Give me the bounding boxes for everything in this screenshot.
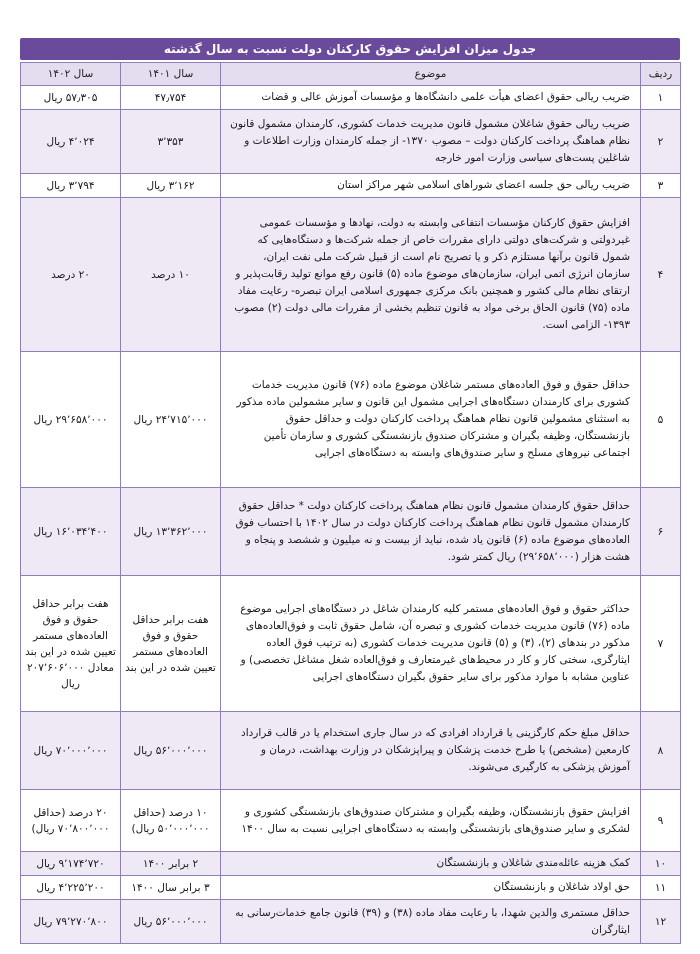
row-number: ۱ xyxy=(641,86,681,110)
row-value-1401: ۵۶٬۰۰۰٬۰۰۰ ریال xyxy=(121,712,221,790)
row-subject: افزایش حقوق کارکنان مؤسسات انتفاعی وابسته به دولت، نهادها و مؤسسات عمومی غیردولتی و شرکت‌های دولتی دارای مقررات خاص از جمله شرکت‌ها و دستگاه‌هایی که شمول قانون برآنها مستلزم ذکر و یا تصریح نام است از قبیل شرکت ملی نفت ایران، سازمان انرژی اتمی ایران، سازمان‌های موضوع ماده (۵) قانون رفع موانع تولید رقابت‌پذیر و ارتقای نظام مالی کشور و همچنین بانک مرکزی جمهوری اسلامی ایران تبصره- رعایت مفاد ماده (۷۵) قانون الحاق برخی مواد به قانون تنظیم بخشی از مقررات مالی دولت (۲) مصوب ۱۳۹۳- الزامی است. xyxy=(221,198,641,352)
row-value-1401: ۴۷٫۷۵۴ xyxy=(121,86,221,110)
row-subject: حداقل مستمری والدین شهدا، با رعایت مفاد ماده (۳۸) و (۳۹) قانون جامع خدمات‌رسانی به ایثارگران xyxy=(221,900,641,944)
row-number: ۸ xyxy=(641,712,681,790)
row-subject: ضریب ریالی حقوق اعضای هیأت علمی دانشگاه‌ها و مؤسسات آموزش عالی و قضات xyxy=(221,86,641,110)
table-row xyxy=(21,712,681,790)
row-number: ۷ xyxy=(641,576,681,712)
table-row xyxy=(21,174,681,198)
table-row xyxy=(21,198,681,352)
row-number: ۶ xyxy=(641,488,681,576)
table-row xyxy=(21,86,681,110)
row-subject: افزایش حقوق بازنشستگان، وظیفه بگیران و مشترکان صندوق‌های بازنشستگی کشوری و لشکری و سایر صندوق‌های بازنشستگی وابسته به دستگاه‌های اجرایی نسبت به سال ۱۴۰۰ xyxy=(221,790,641,852)
row-number: ۱۲ xyxy=(641,900,681,944)
table-row xyxy=(21,110,681,174)
row-subject: ضریب ریالی حق جلسه اعضای شوراهای اسلامی شهر مراکز استان xyxy=(221,174,641,198)
row-value-1402: ۱۶٬۰۳۴٬۴۰۰ ریال xyxy=(21,488,121,576)
table-row xyxy=(21,852,681,876)
salary-increase-table xyxy=(20,62,681,944)
row-value-1401: ۳ برابر سال ۱۴۰۰ xyxy=(121,876,221,900)
row-subject: حداقل حقوق کارمندان مشمول قانون نظام هماهنگ پرداخت کارکنان دولت * حداقل حقوق کارمندان مشمول قانون نظام هماهنگ پرداخت کارکنان دولت در سال ۱۴۰۲ با احتساب فوق العاده‌های موضوع ماده (۶) قانون یاد شده، نباید از بیست و نه میلیون و ششصد و پنجاه و هشت هزار (۲۹٬۶۵۸٬۰۰۰) ریال کمتر شود. xyxy=(221,488,641,576)
row-value-1402: ۴٬۲۲۵٬۲۰۰ ریال xyxy=(21,876,121,900)
row-value-1401: ۲ برابر ۱۴۰۰ xyxy=(121,852,221,876)
row-subject: حداقل مبلغ حکم کارگزینی یا قرارداد افرادی که در سال جاری استخدام یا در قالب قرارداد کارمعین (مشخص) یا طرح خدمت پزشکان و پیراپزشکان در وزارت بهداشت، درمان و آموزش پزشکی به کارگیری می‌شوند. xyxy=(221,712,641,790)
row-number: ۲ xyxy=(641,110,681,174)
header-year-1402: سال ۱۴۰۲ xyxy=(21,63,121,86)
row-number: ۹ xyxy=(641,790,681,852)
table-row xyxy=(21,352,681,488)
row-subject: حداقل حقوق و فوق العاده‌های مستمر شاغلان موضوع ماده (۷۶) قانون مدیریت خدمات کشوری برای کارمندان دستگاه‌های اجرایی مشمول این قانون و سایر مشمولین ماده مذکور به استثنای مشمولین قانون نظام هماهنگ پرداخت کارکنان دولت و حداقل حقوق بازنشستگان، وظیفه بگیران و مشترکان صندوق بازنشستگی کشوری و سازمان تأمین اجتماعی نیروهای مسلح و سایر صندوق‌های وابسته به دستگاه‌های اجرایی xyxy=(221,352,641,488)
row-value-1401: ۱۰ درصد (حداقل ۵۰٬۰۰۰٬۰۰۰ ریال) xyxy=(121,790,221,852)
row-subject: حداکثر حقوق و فوق العاده‌های مستمر کلیه کارمندان شاغل در دستگاه‌های اجرایی موضوع ماده (۷۶) قانون مدیریت خدمات کشوری و تبصره آن، شامل حقوق ثابت و فوق‌العاده‌های مذکور در بندهای (۲)، (۳) و (۵) قانون مدیریت خدمات کشوری (به ترتیب فوق العاده ایثارگری، سختی کار و کار در محیط‌های غیرمتعارف و فوق‌العاده شغل مشاغل تخصصی) و عناوین مشابه با موارد مذکور برای سایر حقوق بگیران دستگاه‌های اجرایی xyxy=(221,576,641,712)
row-number: ۵ xyxy=(641,352,681,488)
row-value-1402: ۵۷٫۳۰۵ ریال xyxy=(21,86,121,110)
row-value-1401: ۵۶٬۰۰۰٬۰۰۰ ریال xyxy=(121,900,221,944)
row-value-1402: ۲۰ درصد (حداقل ۷۰٬۸۰۰٬۰۰۰ ریال) xyxy=(21,790,121,852)
row-subject: کمک هزینه عائله‌مندی شاغلان و بازنشستگان xyxy=(221,852,641,876)
row-value-1401: ۳٬۳۵۳ xyxy=(121,110,221,174)
row-value-1401: ۱۰ درصد xyxy=(121,198,221,352)
row-value-1402: ۲۰ درصد xyxy=(21,198,121,352)
table-row xyxy=(21,488,681,576)
table-row xyxy=(21,900,681,944)
row-value-1401: ۳٬۱۶۲ ریال xyxy=(121,174,221,198)
row-value-1402: هفت برابر حداقل حقوق و فوق العاده‌های مستمر تعیین شده در این بند معادل ۲۰۷٬۶۰۶٬۰۰۰ ریال xyxy=(21,576,121,712)
row-number: ۴ xyxy=(641,198,681,352)
row-value-1402: ۹٬۱۷۴٬۷۲۰ ریال xyxy=(21,852,121,876)
salary-table-container xyxy=(20,38,680,944)
row-value-1401: هفت برابر حداقل حقوق و فوق العاده‌های مستمر تعیین شده در این بند xyxy=(121,576,221,712)
header-year-1401: سال ۱۴۰۱ xyxy=(121,63,221,86)
row-value-1402: ۷۹٬۲۷۰٬۸۰۰ ریال xyxy=(21,900,121,944)
row-number: ۱۱ xyxy=(641,876,681,900)
row-value-1401: ۲۴٬۷۱۵٬۰۰۰ ریال xyxy=(121,352,221,488)
header-row-number: ردیف xyxy=(641,63,681,86)
table-row xyxy=(21,576,681,712)
row-value-1402: ۷۰٬۰۰۰٬۰۰۰ ریال xyxy=(21,712,121,790)
header-subject: موضوع xyxy=(221,63,641,86)
row-subject: ضریب ریالی حقوق شاغلان مشمول قانون مدیریت خدمات کشوری، کارمندان مشمول قانون نظام هماهنگ پرداخت کارکنان دولت – مصوب ۱۳۷۰- از جمله کارمندان وزارت اطلاعات و شاغلین پست‌های سیاسی وزارت امور خارجه xyxy=(221,110,641,174)
table-row xyxy=(21,790,681,852)
table-row xyxy=(21,876,681,900)
row-subject: حق اولاد شاغلان و بازنشستگان xyxy=(221,876,641,900)
table-header-row xyxy=(21,63,681,86)
row-value-1402: ۲۹٬۶۵۸٬۰۰۰ ریال xyxy=(21,352,121,488)
row-number: ۳ xyxy=(641,174,681,198)
row-number: ۱۰ xyxy=(641,852,681,876)
row-value-1402: ۴٬۰۲۴ ریال xyxy=(21,110,121,174)
row-value-1402: ۳٬۷۹۴ ریال xyxy=(21,174,121,198)
table-title: جدول میزان افزایش حقوق کارکنان دولت نسبت به سال گذشته xyxy=(20,38,680,60)
row-value-1401: ۱۳٬۳۶۲٬۰۰۰ ریال xyxy=(121,488,221,576)
